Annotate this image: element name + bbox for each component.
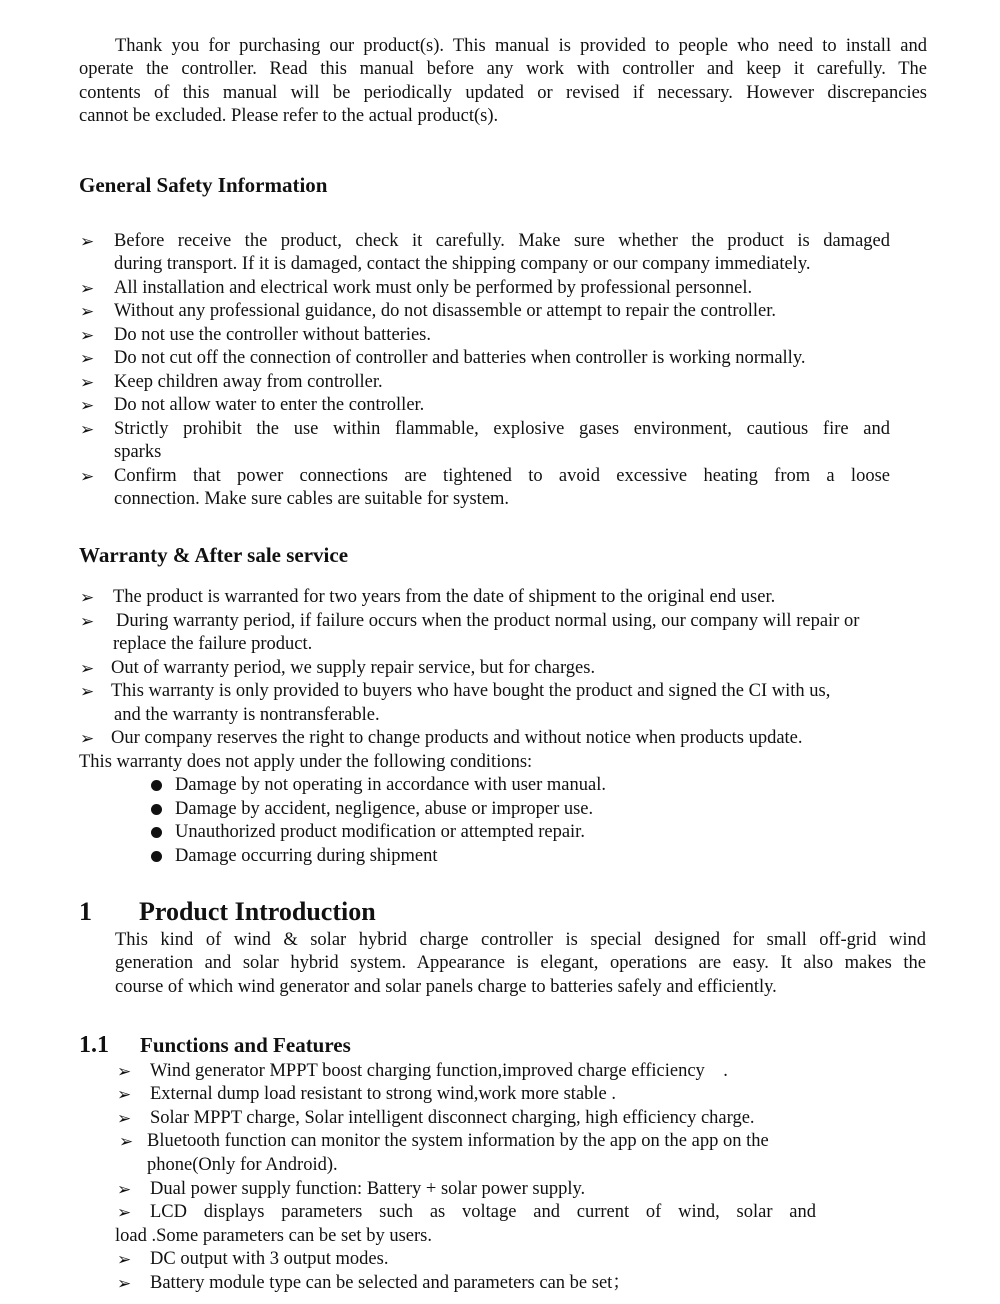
arrow-bullet-icon: ➢	[80, 349, 95, 368]
arrow-bullet-icon: ➢	[80, 588, 95, 607]
warranty-exclusion: Damage occurring during shipment	[175, 846, 438, 866]
dot-bullet-icon	[151, 851, 162, 862]
safety-item: Without any professional guidance, do not disassemble or attempt to repair the controller.	[114, 301, 776, 321]
feature-item: Wind generator MPPT boost charging function,improved charge efficiency .	[150, 1061, 728, 1081]
feature-item: Battery module type can be selected and parameters can be set；	[150, 1273, 631, 1293]
section-number-1-1: 1.1	[79, 1032, 109, 1058]
arrow-bullet-icon: ➢	[117, 1109, 132, 1128]
safety-item: Confirm that power connections are tightened to avoid excessive heating from a loose	[114, 466, 890, 486]
arrow-bullet-icon: ➢	[117, 1062, 132, 1081]
safety-item-cont: during transport. If it is damaged, contact the shipping company or our company immediately.	[114, 254, 811, 274]
feature-item-cont: load .Some parameters can be set by users.	[115, 1226, 432, 1246]
intro-line: cannot be excluded. Please refer to the actual product(s).	[79, 106, 499, 126]
feature-item: Bluetooth function can monitor the system information by the app on the app on the	[147, 1131, 769, 1151]
arrow-bullet-icon: ➢	[80, 279, 95, 298]
safety-item: All installation and electrical work must only be performed by professional personnel.	[114, 278, 753, 298]
safety-item: Do not cut off the connection of controller and batteries when controller is working normally.	[114, 348, 806, 368]
arrow-bullet-icon: ➢	[80, 682, 95, 701]
arrow-bullet-icon: ➢	[80, 729, 95, 748]
arrow-bullet-icon: ➢	[117, 1274, 132, 1293]
arrow-bullet-icon: ➢	[119, 1132, 134, 1151]
feature-item: DC output with 3 output modes.	[150, 1249, 389, 1269]
section-title-functions-features: Functions and Features	[140, 1033, 351, 1057]
arrow-bullet-icon: ➢	[117, 1085, 132, 1104]
warranty-item: Out of warranty period, we supply repair service, but for charges.	[111, 658, 596, 678]
safety-item: Keep children away from controller.	[114, 372, 383, 392]
warranty-exclusion: Unauthorized product modification or attempted repair.	[175, 822, 585, 842]
warranty-exclusion: Damage by not operating in accordance with user manual.	[175, 775, 606, 795]
intro-line: operate the controller. Read this manual before any work with controller and keep it carefully. The	[79, 59, 927, 79]
intro-line: Thank you for purchasing our product(s). This manual is provided to people who need to install and	[115, 36, 927, 56]
warranty-item: This warranty is only provided to buyers who have bought the product and signed the CI with us,	[111, 681, 831, 701]
feature-item: LCD displays parameters such as voltage and current of wind, solar and	[150, 1202, 816, 1222]
arrow-bullet-icon: ➢	[117, 1203, 132, 1222]
dot-bullet-icon	[151, 827, 162, 838]
safety-item: Before receive the product, check it carefully. Make sure whether the product is damaged	[114, 231, 890, 251]
arrow-bullet-icon: ➢	[80, 302, 95, 321]
warranty-item: Our company reserves the right to change products and without notice when products update.	[111, 728, 803, 748]
product-intro-line: This kind of wind & solar hybrid charge controller is special designed for small off-grid wind	[115, 930, 926, 950]
product-intro-line: course of which wind generator and solar panels charge to batteries safely and efficiently.	[115, 977, 777, 997]
warranty-item-cont: replace the failure product.	[113, 634, 313, 654]
warranty-item: The product is warranted for two years from the date of shipment to the original end user.	[113, 587, 776, 607]
feature-item: Dual power supply function: Battery + solar power supply.	[150, 1179, 586, 1199]
feature-item: External dump load resistant to strong wind,work more stable .	[150, 1084, 617, 1104]
arrow-bullet-icon: ➢	[80, 326, 95, 345]
warranty-item-cont: and the warranty is nontransferable.	[114, 705, 380, 725]
intro-line: contents of this manual will be periodically updated or revised if necessary. However discrepancies	[79, 83, 927, 103]
arrow-bullet-icon: ➢	[80, 232, 95, 251]
warranty-item: During warranty period, if failure occurs when the product normal using, our company will repair or	[116, 611, 860, 631]
arrow-bullet-icon: ➢	[80, 396, 95, 415]
arrow-bullet-icon: ➢	[80, 659, 95, 678]
arrow-bullet-icon: ➢	[80, 467, 95, 486]
safety-item: Strictly prohibit the use within flammable, explosive gases environment, cautious fire and	[114, 419, 890, 439]
arrow-bullet-icon: ➢	[117, 1180, 132, 1199]
arrow-bullet-icon: ➢	[80, 373, 95, 392]
dot-bullet-icon	[151, 804, 162, 815]
section-heading-warranty: Warranty & After sale service	[79, 543, 349, 567]
section-title-product-introduction: Product Introduction	[139, 897, 376, 926]
section-heading-safety: General Safety Information	[79, 173, 328, 197]
warranty-exclusion-intro: This warranty does not apply under the following conditions:	[79, 752, 533, 772]
feature-item: Solar MPPT charge, Solar intelligent disconnect charging, high efficiency charge.	[150, 1108, 755, 1128]
product-intro-line: generation and solar hybrid system. Appearance is elegant, operations are easy. It also makes the	[115, 953, 926, 973]
safety-item: Do not use the controller without batteries.	[114, 325, 431, 345]
section-number-1: 1	[79, 897, 92, 926]
arrow-bullet-icon: ➢	[117, 1250, 132, 1269]
safety-item-cont: sparks	[114, 442, 162, 462]
arrow-bullet-icon: ➢	[80, 612, 95, 631]
safety-item: Do not allow water to enter the controller.	[114, 395, 425, 415]
safety-item-cont: connection. Make sure cables are suitable for system.	[114, 489, 510, 509]
warranty-exclusion: Damage by accident, negligence, abuse or improper use.	[175, 799, 594, 819]
arrow-bullet-icon: ➢	[80, 420, 95, 439]
feature-item-cont: phone(Only for Android).	[147, 1155, 338, 1175]
dot-bullet-icon	[151, 780, 162, 791]
